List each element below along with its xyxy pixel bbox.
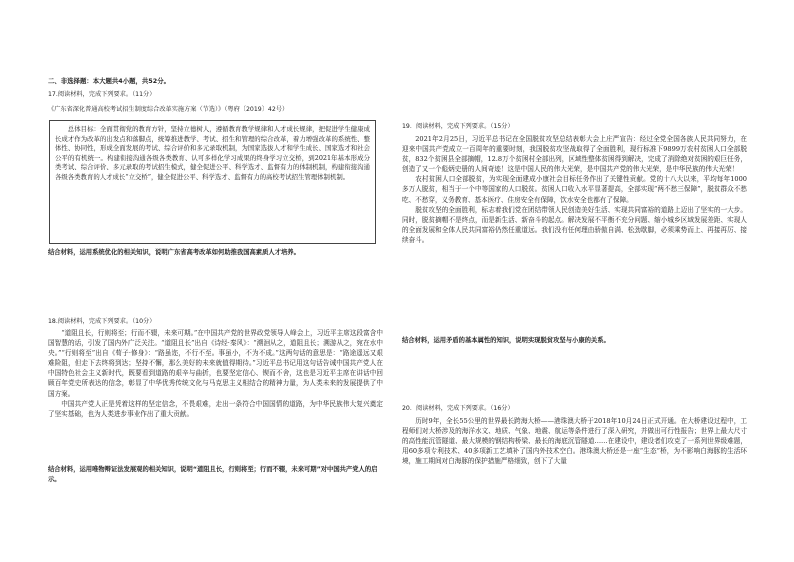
q18-paragraph-2: 中国共产党人正是凭着这样的坚定信念，不畏艰难，走出一条符合中国国情的道路，为中华民族伟大复兴奠定了坚实基础，也为人类进步事业作出了重大贡献。 [48,399,383,418]
q18-paragraph-1: “道阻且长，行则将至；行而不辍，未来可期。”在中国共产党的世界政党领导人峰会上，习近平主席这段富含中国智慧的话，引发了国内外广泛关注。“道阻且长”出自《诗经·秦风》：“溯洄从之，道阻且长；溯游从之，宛在水中央。”“行则将至”出自《荀子·修身》：“路虽迩，不行不至。事虽小，不为不成。”这两句话的意思是：“路途遥远又艰难险阻，但走下去终将到达；坚持不懈，那么美好的未来就值得期待。”习近平总书记用这句话告诫中国共产党人在中国特色社会主义新时代，既要看到道路的艰辛与曲折，也要坚定信心、锲而不舍，这也是习近平主席在讲话中回顾百年党史所表达的信念，彰显了中华优秀传统文化与马克思主义相结合的精神力量，为人类未来的发展提供了中国方案。 [48,329,383,398]
q19-paragraph-1: 2021年2月25日，习近平总书记在全国脱贫攻坚总结表彰大会上庄严宣告：经过全党全国各族人民共同努力，在迎来中国共产党成立一百周年的重要时刻，我国脱贫攻坚战取得了全面胜利，现行标准下9899万农村贫困人口全部脱贫，832个贫困县全部摘帽，12.8万个贫困村全部出列，区域性整体贫困得到解决，完成了消除绝对贫困的艰巨任务，创造了又一个彪炳史册的人间奇迹！这是中国人民的伟大光荣，是中国共产党的伟大光荣，是中华民族的伟大光荣！ [402,135,747,174]
q18-question: 结合材料，运用唯物辩证法发展观的相关知识，说明“道阻且长，行则将至；行而不辍，未来可期”对中国共产党人的启示。 [48,466,378,483]
section-header: 二、非选择题：本大题共4小题，共52分。 [48,77,170,85]
q17-line: 17.阅读材料，完成下列要求。（11分） [48,91,156,98]
q17-title: 《广东省深化普通高校考试招生制度综合改革实施方案（节选）》（粤府〔2019〕42号） [48,106,289,113]
q20-paragraph-1: 历时9年，全长55公里的世界最长跨海大桥——港珠澳大桥于2018年10月24日正式开通。在大桥建设过程中，工程师们对大桥涉及的海洋水文、地质、气象、地震、航运等条件进行了深入研究，并做出可行性报告；世界上最大尺寸的高性能沉管隧道、最大规模的钢结构桥梁、最长的海底沉管隧道……在建设中，建设者们攻克了一系列世界级难题，用60多项专利技术、40多项新工艺填补了国内外技术空白。港珠澳大桥还是一座“生态”桥，为不影响白海豚的生活环境，施工期间对白海豚的保护措施严格细致，创下了大量 [402,417,747,466]
q19-paragraph-2: 农村贫困人口全部脱贫，为实现全面建成小康社会目标任务作出了关键性贡献。党的十八大以来，平均每年1000多万人脱贫，相当于一个中等国家的人口脱贫。贫困人口收入水平显著提高，全部实现“两不愁三保障”，脱贫群众不愁吃、不愁穿，义务教育、基本医疗、住房安全有保障，饮水安全也都有了保障。 [402,175,747,204]
q17-material-text [55,125,370,183]
q19-paragraph-3: 脱贫攻坚的全面胜利，标志着我们党在团结带领人民创造美好生活、实现共同富裕的道路上迈出了坚实的一大步。同时，脱贫摘帽不是终点，而是新生活、新奋斗的起点。解决发展不平衡不充分问题、缩小城乡区域发展差距、实现人的全面发展和全体人民共同富裕仍然任重道远。我们没有任何理由骄傲自满、松劲歇脚，必须乘势而上、再接再厉、接续奋斗。 [402,205,747,244]
q17-material-paragraph: 总体目标：全面贯彻党的教育方针，坚持立德树人，遵循教育教学规律和人才成长规律，把促进学生健康成长成才作为改革的出发点和落脚点，统筹推进教学、考试、招生和管理的综合改革，着力增强改革的系统性、整体性、协同性，形成全面发展的考试、综合评价和多元录取机制，为国家选拔人才和学生成长、国家选才和社会公平的有机统一。构建衔接沟通各级各类教育、认可多样化学习成果的终身学习立交桥，到2021年基本形成分类考试、综合评价、多元录取的考试招生模式，健全促进公平、科学选才、监督有力的体制机制，构建衔接沟通各级各类教育的人才成长“立交桥”，健全促进公平、科学选才、监督有力的高校考试招生管理体制机制。 [55,125,370,181]
q18-line: 18.阅读材料，完成下列要求。（10分） [48,318,156,325]
q17-question: 结合材料，运用系统优化的相关知识，说明广东省高考改革如何助推我国高素质人才培养。 [48,249,300,256]
q19-line: 19．阅读材料，完成下列要求。（15分） [402,123,514,130]
q17-material-box [49,120,376,244]
q19-question: 结合材料，运用矛盾的基本属性的知识，说明实现脱贫攻坚与小康的关系。 [402,337,610,344]
q18-material [48,328,383,419]
q20-line: 20．阅读材料，完成下列要求。（16分） [402,405,514,412]
q20-material [402,416,747,466]
q19-material [402,134,747,245]
